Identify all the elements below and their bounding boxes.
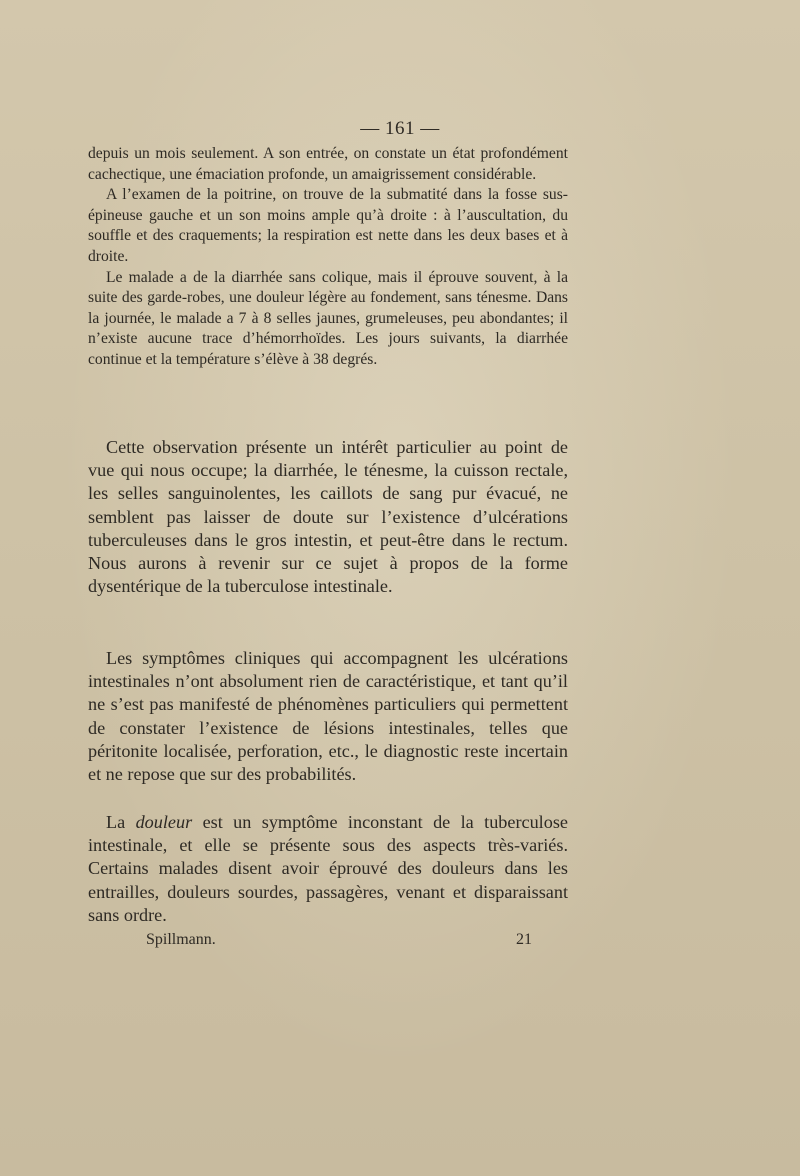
paragraph-rest: est un symptôme inconstant de la tuberculose intestinale, et elle se présente sous des aspects très-variés. Certains malades disent avoir éprouvé des douleurs dans les entrailles, douleurs sourdes, passagères, venant et disparaissant sans ordre. bbox=[88, 812, 568, 925]
paragraph bbox=[88, 811, 568, 927]
pain-paragraph-block bbox=[88, 811, 568, 927]
paragraph: Les symptômes cliniques qui accompagnent les ulcérations intestinales n’ont absolument rien de caractéristique, et tant qu’il ne s’est pas manifesté de phénomènes particuliers qui permettent de constater l’existence de lésions intestinales, telles que péritonite localisée, perforation, etc., le diagnostic reste incertain et ne repose que sur des probabilités. bbox=[88, 648, 568, 785]
paragraph: Cette observation présente un intérêt particulier au point de vue qui nous occupe; la diarrhée, le ténesme, la cuisson rectale, les selles sanguinolentes, les caillots de sang pur évacué, ne semblent pas laisser de doute sur l’existence d’ulcérations tuberculeuses dans le gros intestin, et peut-être dans le rectum. Nous aurons à revenir sur ce sujet à propos de la forme dysentérique de la tuberculose intestinale. bbox=[88, 437, 568, 597]
footer-author: Spillmann. bbox=[146, 931, 216, 948]
paragraph: Le malade a de la diarrhée sans colique, mais il éprouve souvent, à la suite des garde-robes, une douleur légère au fondement, sans ténesme. Dans la journée, le malade a 7 à 8 selles jaunes, grumeleuses, peu abondantes; il n’existe aucune trace d’hémorrhoïdes. Les jours suivants, la diarrhée continue et la température s’élève à 38 degrés. bbox=[88, 268, 568, 368]
paragraph: depuis un mois seulement. A son entrée, on constate un état profondément cachectique, une émaciation profonde, un amaigrissement considérable. bbox=[88, 145, 568, 183]
paragraph: A l’examen de la poitrine, on trouve de la submatité dans la fosse sus-épineuse gauche et un son moins ample qu’à droite : à l’auscultation, du souffle et des craquements; la respiration est nette dans les deux bases et à droite. bbox=[88, 186, 568, 265]
footer-signature: 21 bbox=[516, 931, 532, 948]
symptoms-paragraph-block bbox=[88, 647, 568, 786]
emphasis-word: douleur bbox=[135, 812, 193, 832]
commentary-paragraph-block bbox=[88, 436, 568, 598]
paragraph-lead: La bbox=[106, 812, 136, 832]
observation-text bbox=[88, 144, 568, 371]
page-number: — 161 — bbox=[360, 118, 440, 139]
